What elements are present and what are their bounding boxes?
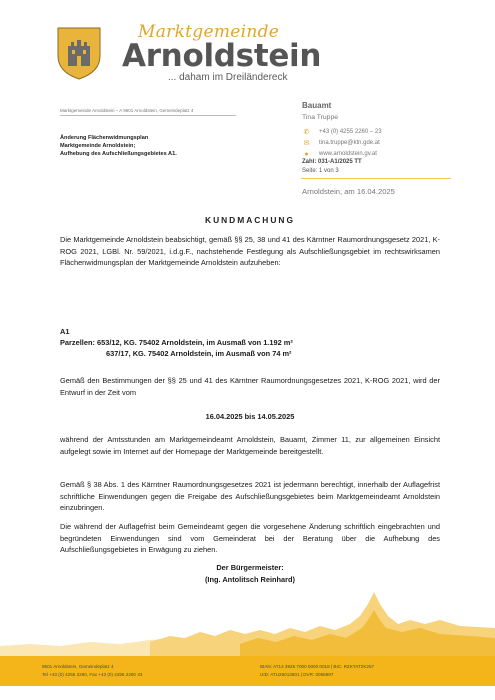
logo-script-text: Marktgemeinde [138, 22, 280, 42]
contact-email-row[interactable] [302, 138, 380, 148]
sender-divider [60, 115, 236, 116]
parcel-label: Parzellen: [60, 338, 95, 347]
zahl-value: 031-A1/2025 TT [318, 159, 362, 165]
council-paragraph: Die während der Auflagefrist beim Gemeindeamt gegen die vorgesehene Änderung schriftlich eingebrachten und begründeten Einwendungen sind vom Gemeinderat bei der Beratung über die Aufhebung des Aufschließungsgebietes in Erwägung zu ziehen. [60, 522, 440, 554]
document-title: KUNDMACHUNG [205, 215, 295, 225]
display-period: 16.04.2025 bis 14.05.2025 [205, 412, 295, 421]
coat-of-arms-logo [56, 26, 102, 80]
parcel-2: 637/17, KG. 75402 Arnoldstein, im Ausmaß von 74 m² [106, 349, 292, 358]
logo-wordmark: Arnoldstein [122, 38, 322, 74]
globe-icon: ● [304, 150, 309, 158]
reference-number-row [302, 159, 362, 165]
contact-web[interactable]: www.arnoldstein.gv.at [319, 151, 377, 157]
seite-value: 1 von 3 [319, 168, 339, 174]
date-line: Arnoldstein, am 16.04.2025 [302, 187, 395, 196]
page-number-row [302, 168, 339, 174]
draft-paragraph: Gemäß den Bestimmungen der §§ 25 und 41 des Kärntner Raumordnungsgesetzes 2021, K-ROG 2021, wird der Entwurf in der Zeit vom [60, 376, 440, 397]
footer-uid: UID: ATU26013801 | DVR: 0065897 [260, 672, 334, 677]
sender-address-line: Marktgemeinde Arnoldstein – A 9601 Arnoldstein, Gemeindeplatz 4 [60, 108, 194, 113]
department-name: Bauamt [302, 101, 332, 110]
contact-web-row[interactable] [302, 149, 377, 159]
area-id: A1 [60, 327, 70, 336]
zahl-label: Zahl: [302, 159, 317, 165]
subject-block [60, 134, 177, 158]
parcel-line-1 [60, 337, 440, 349]
subject-line-1: Änderung Flächenwidmungsplan [60, 135, 149, 141]
village-skyline-graphic [0, 580, 495, 660]
footer-phone-fax: Tel +43 (0) 4255 2260, Fax +43 (0) 4255 2260 33 [42, 672, 143, 677]
contact-phone: +43 (0) 4255 2260 – 23 [319, 129, 382, 135]
parcel-1: 653/12, KG. 75402 Arnoldstein, im Ausmaß von 1.192 m² [96, 338, 293, 347]
seite-label: Seite: [302, 168, 318, 174]
objection-paragraph: Gemäß § 38 Abs. 1 des Kärntner Raumordnungsgesetzes 2021 ist jedermann berechtigt, innerhalb der Auflagefrist schriftliche Einwendungen gegen die Freigabe des Aufschließungsgebietes beim Marktgemeindeamt Arnoldstein einzubringen. [60, 480, 440, 512]
contact-email[interactable]: tina.truppe@ktn.gde.at [319, 140, 380, 146]
signature-title: Der Bürgermeister: [216, 563, 284, 572]
intro-paragraph: Die Marktgemeinde Arnoldstein beabsichtigt, gemäß §§ 25, 38 und 41 des Kärntner Raumordnungsgesetz 2021, K-ROG 2021, LGBl. Nr. 59/2021, i.d.g.F., nachstehende Festlegung als Aufschließungsgebiet im rechtswirksamen Flächenwidmungsplan der Marktgemeinde Arnoldstein aufzuheben: [60, 235, 440, 267]
subject-line-2: Marktgemeinde Arnoldstein; [60, 143, 136, 149]
footer-band [0, 656, 495, 686]
contact-divider [301, 178, 451, 179]
office-hours-paragraph: während der Amtsstunden am Marktgemeindeamt Arnoldstein, Bauamt, Zimmer 11, zur allgemeinen Einsicht aufgelegt sowie im Internet auf der Homepage der Marktgemeinde bereitgestellt. [60, 435, 440, 456]
subject-line-3: Aufhebung des Aufschließungsgebietes A1. [60, 151, 177, 157]
footer-bank: IBAN: AT14 3925 7000 0000 0018 | BIC: RZKTAT2K257 [260, 664, 375, 669]
mail-icon: ✉ [303, 140, 310, 147]
contact-person: Tina Truppe [302, 114, 339, 121]
signature-name: (Ing. Antolitsch Reinhard) [204, 575, 296, 584]
phone-icon: ✆ [303, 129, 310, 136]
contact-phone-row [302, 127, 382, 137]
footer-address: 9601 Arnoldstein, Gemeindeplatz 4 [42, 664, 114, 669]
logo-tagline: ... daham im Dreiländereck [168, 72, 288, 83]
